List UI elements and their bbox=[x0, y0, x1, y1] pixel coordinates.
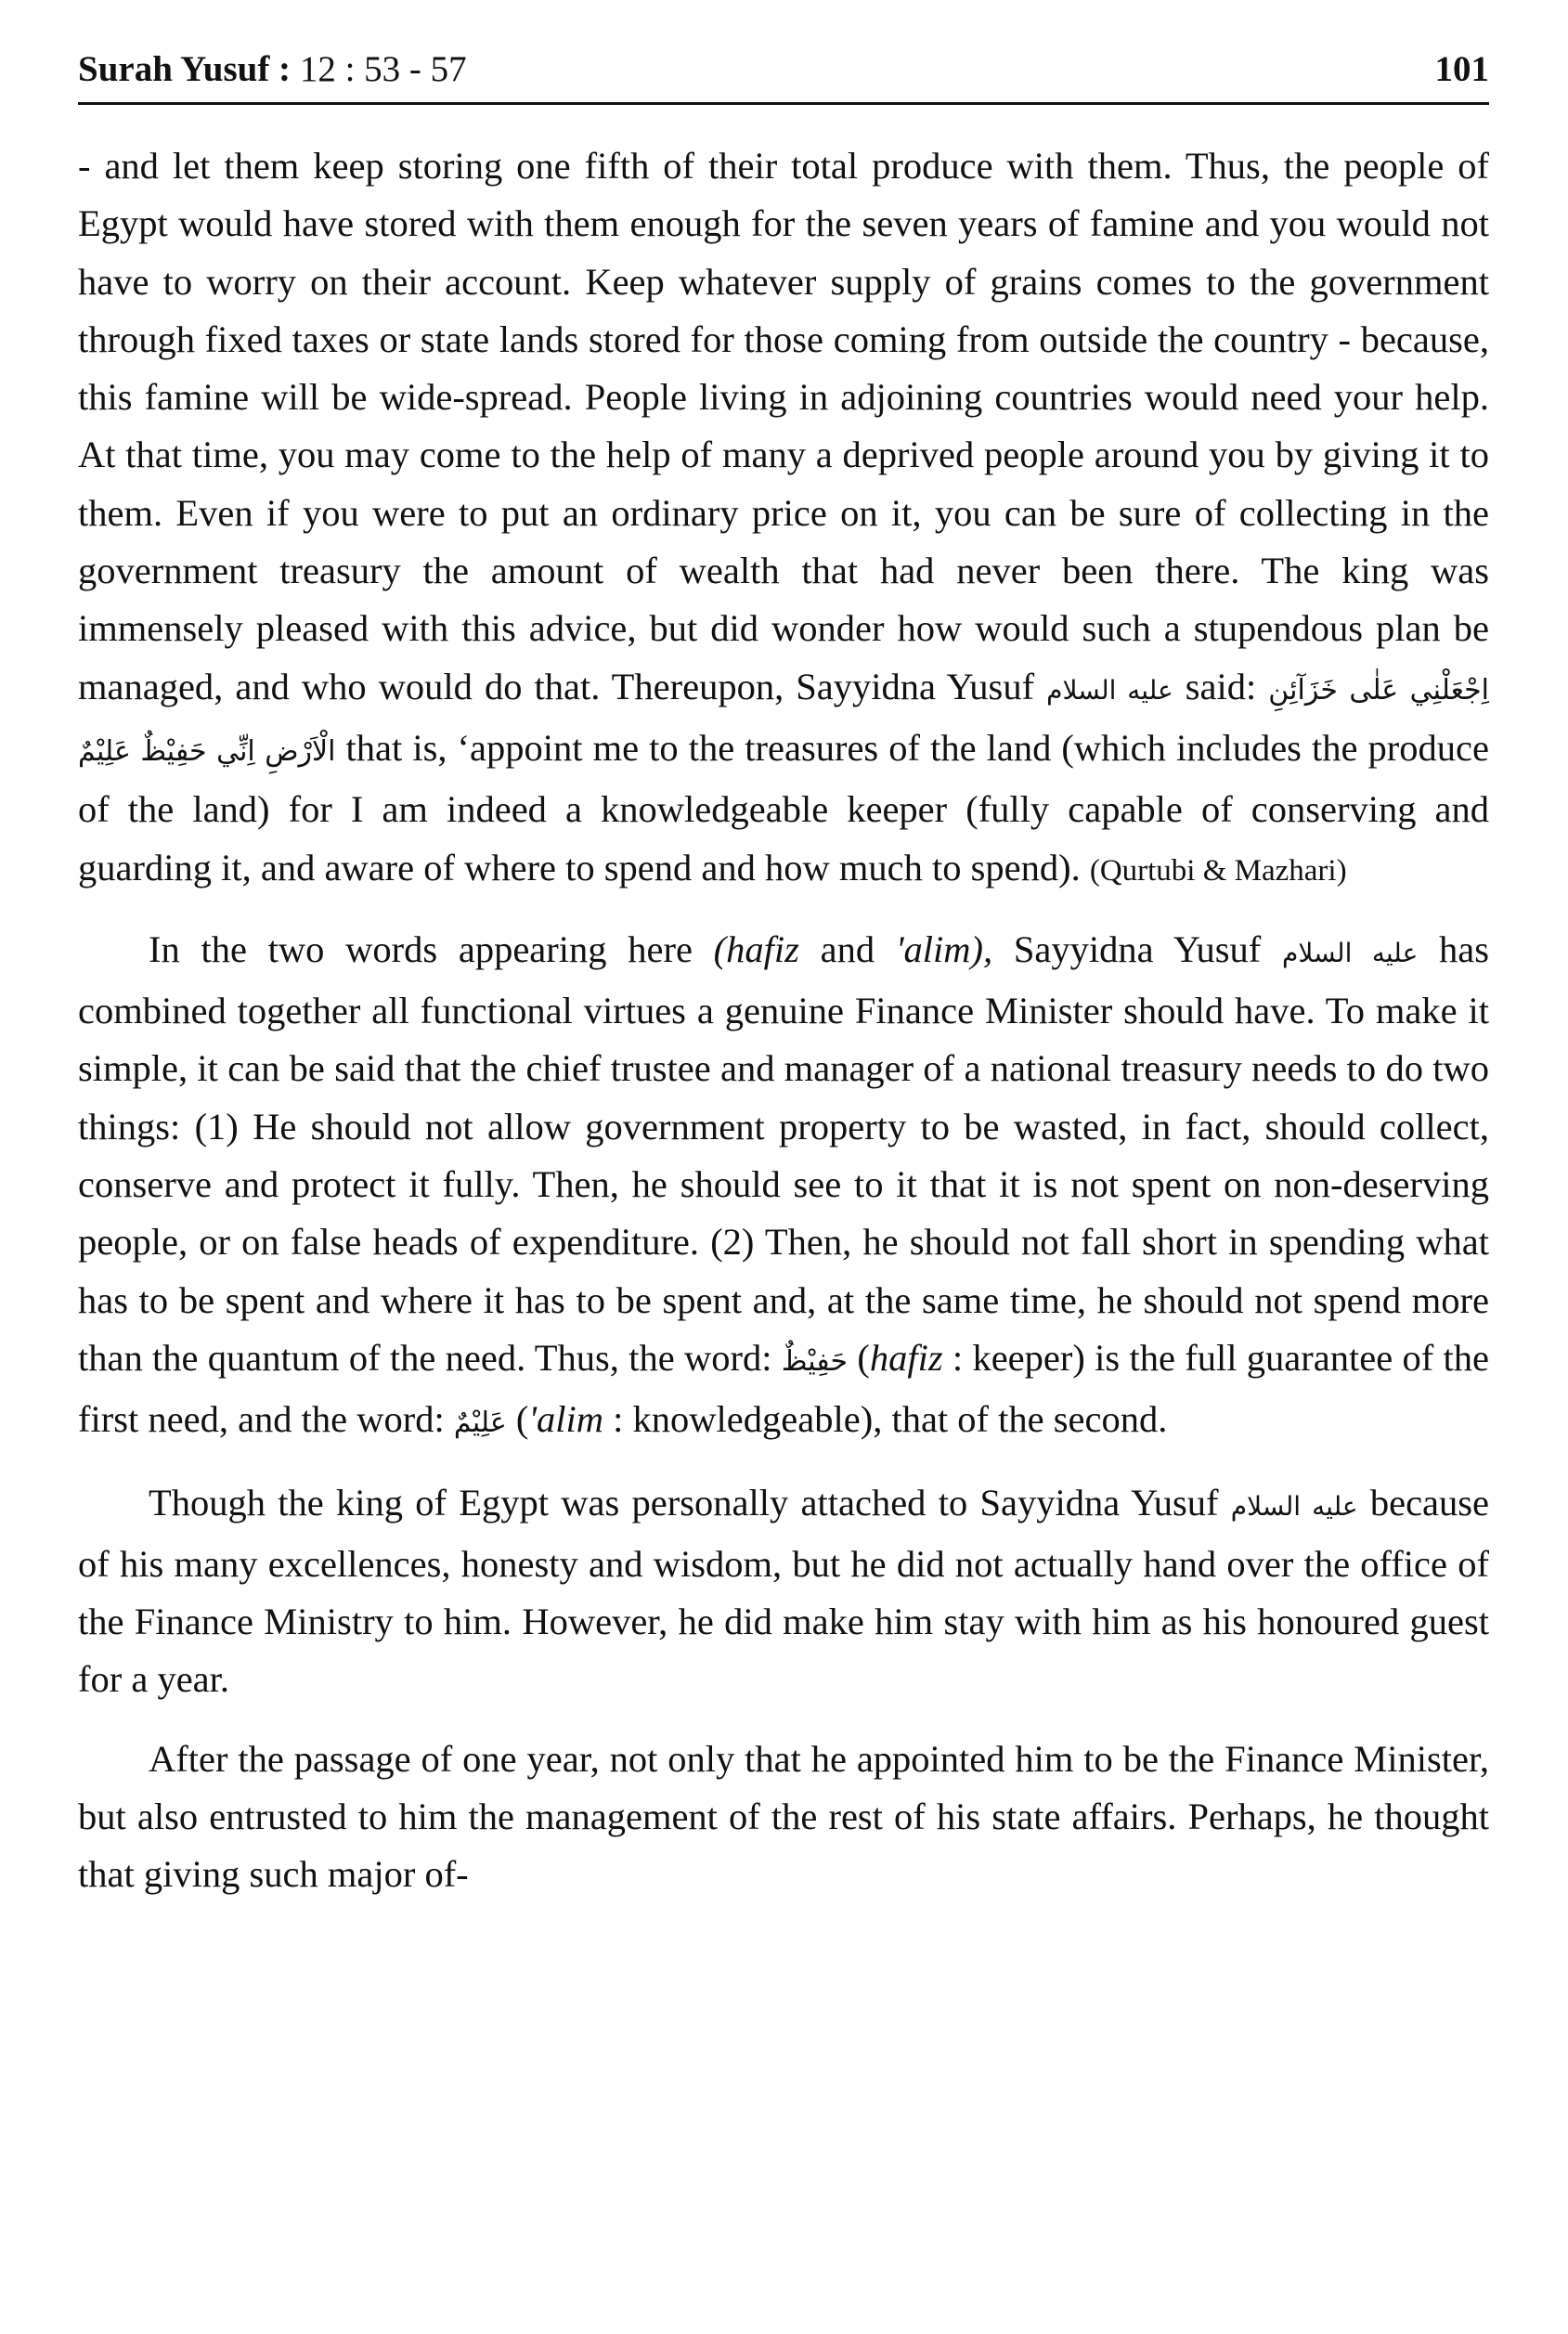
paragraph-1 bbox=[78, 137, 1489, 900]
paragraph-text: Though the king of Egypt was personally attached to Sayyidna Yusuf bbox=[149, 1481, 1231, 1524]
header-rule bbox=[78, 102, 1489, 105]
paragraph-text: that is, ‘appoint me to the treasures of the land (which includes the produce of the land) for I am indeed a knowledgeable keeper (fully capable of conserving and guarding it, and aware of where to spend and how much to spend). bbox=[78, 726, 1489, 888]
transliteration: 'alim), bbox=[895, 927, 993, 970]
page-number: 101 bbox=[1434, 49, 1489, 89]
arabic-word: عَلِيْمٌ bbox=[453, 1407, 507, 1440]
paragraph-text: In the two words appearing here bbox=[149, 927, 714, 970]
arabic-word: حَفِيْظٌ bbox=[781, 1344, 849, 1378]
paragraph-text: : knowledgeable), that of the second. bbox=[603, 1398, 1168, 1441]
arabic-verse: اِجْعَلْنِي عَلٰى خَزَآئِنِ الْاَرْضِ اِنِّي حَفِيْظٌ عَلِيْمٌ bbox=[78, 673, 1490, 768]
paragraph-text: Sayyidna Yusuf bbox=[992, 927, 1283, 970]
page-body bbox=[78, 137, 1489, 1904]
verse-reference: 12 : 53 - 57 bbox=[291, 49, 467, 89]
surah-name: Surah Yusuf : bbox=[78, 49, 292, 89]
paragraph-text: After the passage of one year, not only that he appointed him to be the Finance Minister, but also entrusted to him the management of the rest of his state affairs. Perhaps, he thought that giving such major of- bbox=[78, 1737, 1489, 1896]
running-header bbox=[78, 41, 1489, 106]
paragraph-text: and bbox=[798, 927, 896, 970]
paragraph-text: has combined together all functional virtues a genuine Finance Minister should have. To make it simple, it can be said that the chief trustee and manager of a national treasury needs to do two things: (1) He should not allow government property to be wasted, in fact, should collect, conserve and protect it fully. Then, he should see to it that it is not spent on non-deserving people, or on false heads of expenditure. (2) Then, he should not fall short in spending what has to be spent and where it has to be spent and, at the same time, he should not spend more than the quantum of the need. Thus, the word: bbox=[78, 927, 1489, 1379]
honorific-glyph: عليه السلام bbox=[1230, 1490, 1358, 1522]
running-title bbox=[78, 48, 467, 90]
honorific-glyph: عليه السلام bbox=[1282, 937, 1419, 968]
citation: (Qurtubi & Mazhari) bbox=[1089, 853, 1347, 888]
paragraph-text: said: bbox=[1173, 665, 1269, 707]
paragraph-2 bbox=[78, 921, 1489, 1453]
transliteration: 'alim bbox=[528, 1398, 604, 1441]
honorific-glyph: عليه السلام bbox=[1046, 674, 1173, 706]
transliteration: (hafiz bbox=[713, 927, 799, 970]
paragraph-text: ( bbox=[506, 1398, 529, 1441]
paragraph-text: - and let them keep storing one fifth of their total produce with them. Thus, the people of Egypt would have stored with them enough for the seven years of famine and you would not have to worry on their account. Keep whatever supply of grains comes to the government through fixed taxes or state lands stored for those coming from outside the country - because, this famine will be wide-spread. People living in adjoining countries would need your help. At that time, you may come to the help of many a deprived people around you by giving it to them. Even if you were to put an ordinary price on it, you can be sure of collecting in the government treasury the amount of wealth that had never been there. The king was immensely pleased with this advice, but did wonder how would such a stupendous plan be managed, and who would do that. Thereupon, Sayyidna Yusuf bbox=[78, 145, 1489, 707]
paragraph-3 bbox=[78, 1474, 1489, 1709]
transliteration: hafiz bbox=[869, 1336, 943, 1379]
paragraph-text: ( bbox=[848, 1336, 870, 1379]
paragraph-text: : keeper) is the full guarantee of the first need, and the word: bbox=[78, 1336, 1489, 1441]
paragraph-4 bbox=[78, 1731, 1489, 1904]
paragraph-text: because of his many excellences, honesty and wisdom, but he did not actually hand over the office of the Finance Ministry to him. However, he did make him stay with him as his honoured guest for a year. bbox=[78, 1481, 1490, 1701]
